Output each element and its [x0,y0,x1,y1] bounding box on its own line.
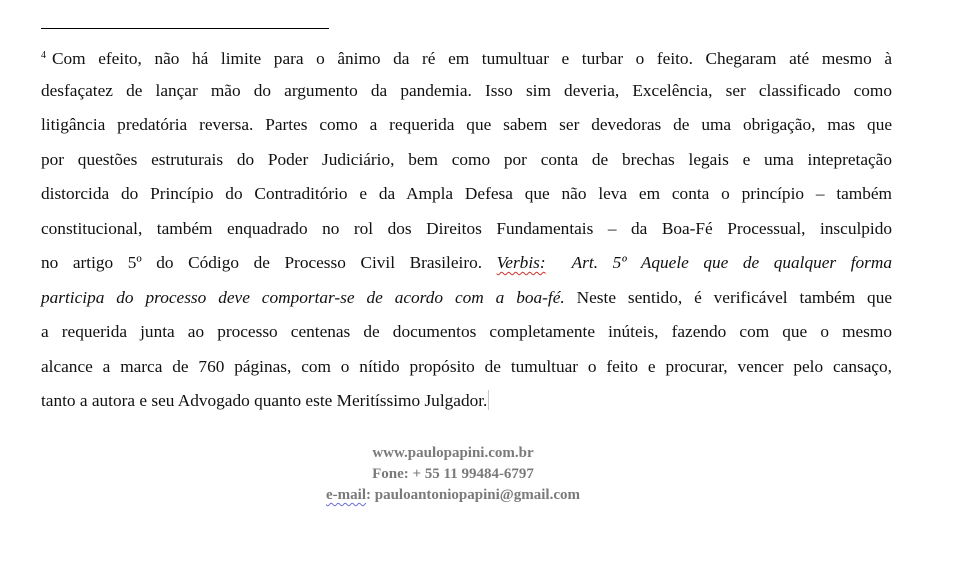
quoted-law-text: participa do processo deve comportar-se de acordo com a boa-fé. [41,287,565,307]
footnote-number: 4 [41,50,46,61]
footnote-line: por questões estruturais do Poder Judiciário, bem como por conta de brechas legais e uma intepretação [41,149,892,169]
footnote-line [41,281,892,316]
text-cursor [488,390,489,410]
footnote-line [41,246,892,281]
footer-website: www.paulopapini.com.br [372,445,534,461]
footnote-separator [41,28,329,29]
footnote-line: a requerida junta ao processo centenas de documentos completamente inúteis, fazendo com que o mesmo [41,322,892,341]
footer-phone: Fone: + 55 11 99484-6797 [372,466,534,482]
email-value: pauloantoniopapini@gmail.com [374,487,580,503]
footnote [41,39,892,419]
verbis-label: Verbis: [496,253,546,272]
footer-email [0,485,906,506]
page-footer [0,443,906,506]
footnote-line: desfaçatez de lançar mão do argumento da pandemia. Isso sim deveria, Excelência, ser classificado como [41,80,892,100]
footnote-text: Neste sentido, é verificável também que [576,287,893,307]
footnote-line [41,39,892,74]
footnote-line [41,384,892,419]
footnote-line: distorcida do Princípio do Contraditório e da Ampla Defesa que não leva em conta o princípio – também [41,184,892,203]
footnote-line: constitucional, também enquadrado no rol dos Direitos Fundamentais – da Boa-Fé Processual, insculpido [41,218,892,238]
footnote-line: litigância predatória reversa. Partes como a requerida que sabem ser devedoras de uma obrigação, mas que [41,115,892,134]
email-label: e-mail [326,487,366,503]
footnote-text: no artigo 5º do Código de Processo Civil Brasileiro. [41,253,483,272]
quoted-law-text: Art. 5º Aquele que de qualquer forma [571,253,893,272]
email-separator: : [365,487,375,503]
footnote-text: Com efeito, não há limite para o ânimo da ré em tumultuar e turbar o feito. Chegaram até mesmo à [52,49,892,68]
footnote-text: tanto a autora e seu Advogado quanto este Meritíssimo Julgador. [41,391,488,410]
footnote-line: alcance a marca de 760 páginas, com o nítido propósito de tumultuar o feito e procurar, vencer pelo cansaço, [41,356,892,376]
